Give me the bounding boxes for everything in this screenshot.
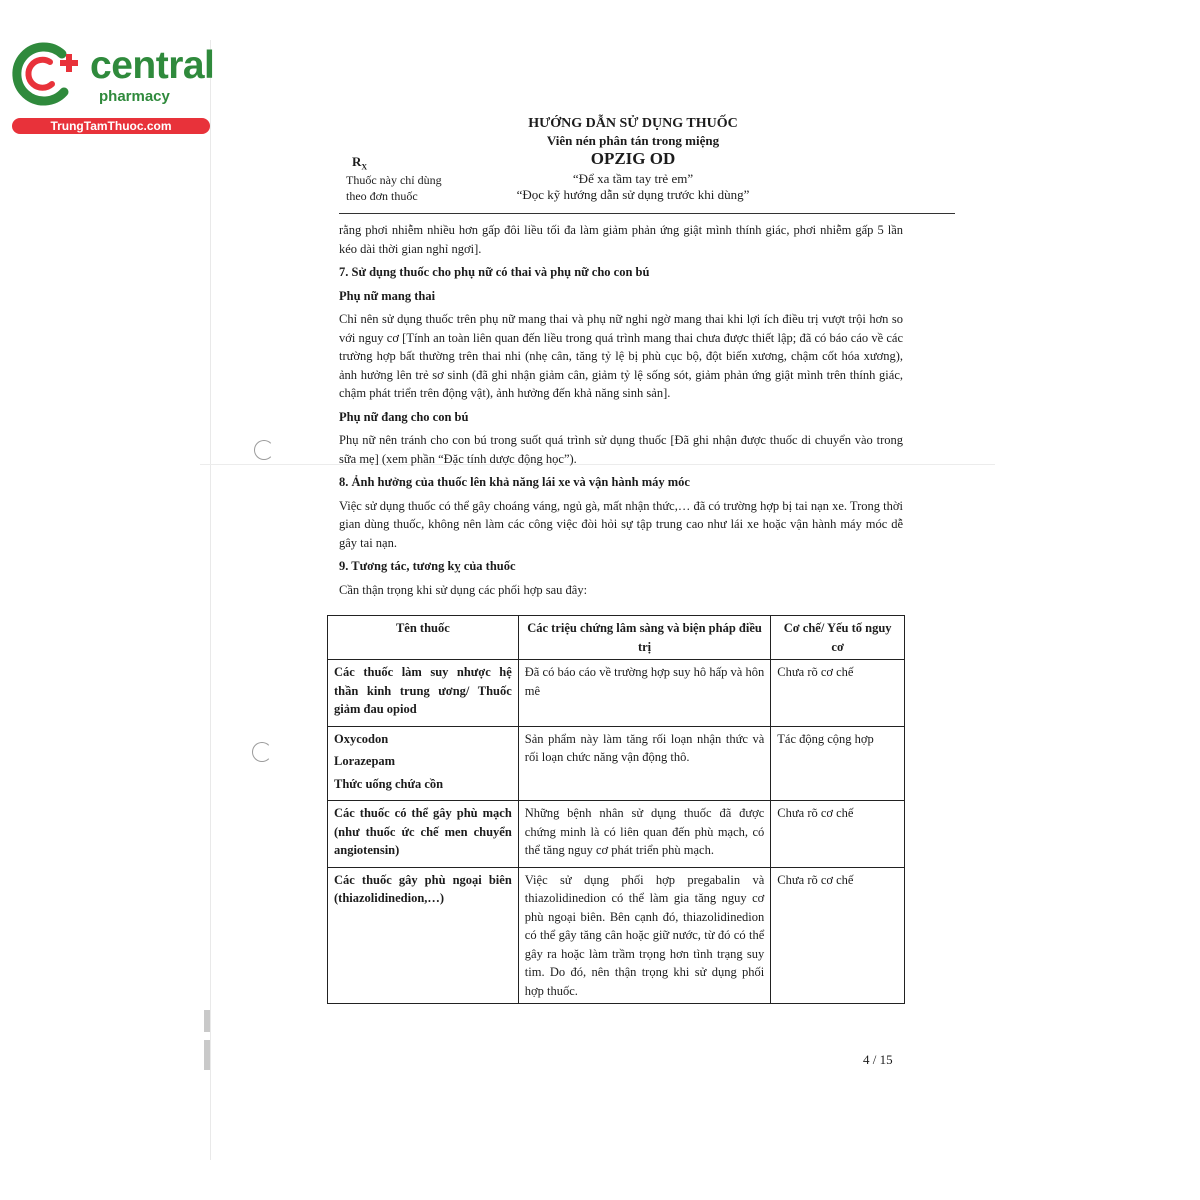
- page-number: 4 / 15: [863, 1052, 893, 1067]
- drug-cell: Các thuốc làm suy nhược hệ thần kinh trung ương/ Thuốc giảm đau opiod: [328, 660, 519, 727]
- logo-name: central: [90, 44, 215, 87]
- column-header-drug: Tên thuốc: [328, 616, 519, 660]
- section-7b-text: Phụ nữ nên tránh cho con bú trong suốt quá trình sử dụng thuốc [Đã ghi nhận được thuốc di chuyển vào trong sữa mẹ] (xem phần “Đặc tính dược động học”).: [339, 433, 903, 466]
- punch-hole: [252, 742, 272, 762]
- logo-url[interactable]: TrungTamThuoc.com: [12, 118, 210, 134]
- section-9-intro: Cần thận trọng khi sử dụng các phối hợp sau đây:: [339, 582, 588, 597]
- pharmacy-logo[interactable]: [10, 38, 220, 138]
- drug-cell: Các thuốc có thể gây phù mạch (như thuốc ức chế men chuyển angiotensin): [328, 801, 519, 868]
- section-8-title: 8. Ảnh hưởng của thuốc lên khả năng lái xe và vận hành máy móc: [339, 475, 690, 489]
- document-title: HƯỚNG DẪN SỬ DỤNG THUỐC: [528, 116, 738, 131]
- document-subtitle: Viên nén phân tán trong miệng: [546, 133, 720, 148]
- scan-edge: [210, 40, 211, 1160]
- symptoms-cell: Sản phẩm này làm tăng rối loạn nhận thức và rối loạn chức năng vận động thô.: [518, 726, 771, 801]
- section-7a-text: Chỉ nên sử dụng thuốc trên phụ nữ mang thai và phụ nữ nghi ngờ mang thai khi lợi ích điều trị vượt trội hơn so với nguy cơ [Tính an toàn liên quan đến liều trong quá trình mang thai chưa được thiết lập; đã có báo cáo về các trường hợp bất thường trên thai nhi (nhẹ cân, tăng tỷ lệ bị phù cục bộ, đột biến xương, chậm cốt hóa xương), ảnh hưởng lên trẻ sơ sinh (đã ghi nhận giảm cân, giảm tỷ lệ sống sót, giảm phản ứng giật mình trên thính giác, chậm phát triển trên động vật), ảnh hưởng đến khả năng sinh sản].: [339, 312, 903, 400]
- drug-cell: Các thuốc gây phù ngoại biên (thiazolidinedion,…): [328, 867, 519, 1004]
- punch-hole: [254, 440, 274, 460]
- section-9-title: 9. Tương tác, tương kỵ của thuốc: [339, 559, 516, 573]
- mechanism-cell: Tác động cộng hợp: [771, 726, 905, 801]
- table-row: [328, 867, 905, 1004]
- logo-subtitle: pharmacy: [99, 88, 170, 105]
- column-header-mechanism: Cơ chế/ Yếu tố nguy cơ: [771, 616, 905, 660]
- product-name: OPZIG OD: [590, 149, 676, 168]
- header-divider: [339, 213, 955, 214]
- section-7b-title: Phụ nữ đang cho con bú: [339, 409, 469, 424]
- table-row: [328, 801, 905, 868]
- drug-cell: Oxycodon Lorazepam Thức uống chứa cồn: [328, 726, 519, 801]
- mechanism-cell: Chưa rõ cơ chế: [771, 660, 905, 727]
- mechanism-cell: Chưa rõ cơ chế: [771, 867, 905, 1004]
- symptoms-cell: Đã có báo cáo về trường hợp suy hô hấp và hôn mê: [518, 660, 771, 727]
- symptoms-cell: Những bệnh nhân sử dụng thuốc đã được chứng minh là có liên quan đến phù mạch, có thể tăng nguy cơ phát triển phù mạch.: [518, 801, 771, 868]
- intro-paragraph: rằng phơi nhiễm nhiều hơn gấp đôi liều tối đa làm giảm phản ứng giật mình thính giác, phơi nhiễm gấp 5 lần kéo dài thời gian nghỉ ngơi].: [339, 223, 903, 256]
- table-row: [328, 660, 905, 727]
- table-row: [328, 726, 905, 801]
- scan-mark: [204, 1040, 210, 1070]
- scan-mark: [204, 1010, 210, 1032]
- rx-symbol: $R_X$: [352, 154, 368, 172]
- mechanism-cell: Chưa rõ cơ chế: [771, 801, 905, 868]
- warning-read-instructions: “Đọc kỹ hướng dẫn sử dụng trước khi dùng”: [516, 187, 750, 202]
- section-7a-title: Phụ nữ mang thai: [339, 288, 436, 303]
- table-header-row: [328, 616, 905, 660]
- rx-note-line1: Thuốc này chỉ dùng: [346, 173, 442, 187]
- section-8-text: Việc sử dụng thuốc có thể gây choáng váng, ngủ gà, mất nhận thức,… đã có trường hợp bị tai nạn xe. Trong thời gian dùng thuốc, không nên làm các công việc đòi hỏi sự tập trung cao như lái xe hoặc vận hành máy móc dễ gây tai nạn.: [339, 498, 903, 550]
- interaction-table: [327, 615, 905, 1004]
- symptoms-cell: Việc sử dụng phối hợp pregabalin và thiazolidinedion có thể làm gia tăng nguy cơ phù ngoại biên. Bên cạnh đó, thiazolidinedion có thể gây tăng cân hoặc giữ nước, từ đó có thể gây ra hoặc làm trầm trọng hơn tình trạng suy tim. Do đó, nên thận trọng khi sử dụng phối hợp thuốc.: [518, 867, 771, 1004]
- document-body: [339, 221, 903, 604]
- column-header-symptoms: Các triệu chứng lâm sàng và biện pháp điều trị: [518, 616, 771, 660]
- logo-c-cross-icon: [10, 40, 84, 110]
- section-7-title: 7. Sử dụng thuốc cho phụ nữ có thai và phụ nữ cho con bú: [339, 265, 650, 279]
- rx-note-line2: theo đơn thuốc: [346, 189, 418, 203]
- warning-children: “Để xa tầm tay trẻ em”: [572, 171, 694, 186]
